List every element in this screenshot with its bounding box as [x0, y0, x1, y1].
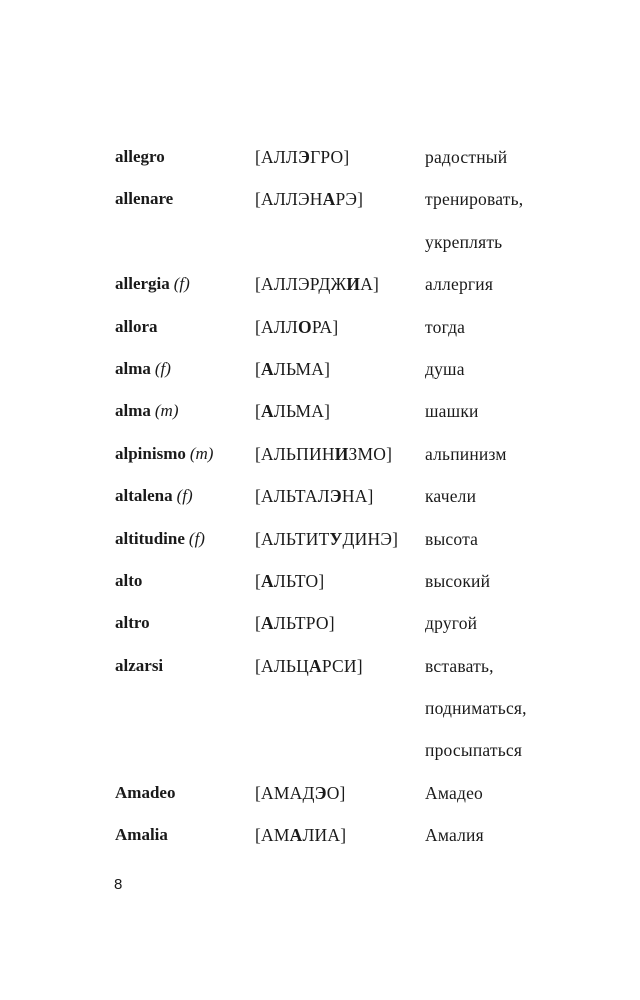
translation: вставать,: [425, 655, 494, 676]
stressed-letter: Э: [298, 147, 311, 167]
pronunciation: [255, 443, 392, 465]
translation: шашки: [425, 401, 479, 422]
word-text: allegro: [115, 147, 165, 166]
dictionary-entry: [115, 437, 555, 479]
pronunciation: [255, 485, 374, 507]
translation: качели: [425, 486, 477, 507]
word-text: altalena: [115, 486, 173, 506]
gender-marker: (f): [173, 274, 190, 294]
italian-word: [115, 316, 158, 338]
gender-marker: (f): [154, 358, 171, 378]
word-text: Amalia: [115, 825, 168, 845]
pronunciation: [255, 316, 338, 338]
pronunciation-part: [: [255, 613, 262, 634]
italian-word: [115, 612, 150, 634]
pronunciation-part: [: [255, 570, 262, 591]
word-text: allergia: [115, 274, 170, 294]
pronunciation-part: ЛЬТО]: [273, 570, 325, 591]
pronunciation-part: ЛЬМА]: [273, 401, 331, 422]
word-text: altro: [115, 613, 150, 633]
italian-word: [115, 528, 205, 550]
stressed-letter: Э: [314, 782, 327, 803]
translation: другой: [425, 613, 478, 634]
italian-word: [115, 570, 142, 592]
pronunciation: [255, 528, 398, 550]
word-text: alto: [115, 570, 143, 590]
dictionary-entry: [115, 649, 555, 691]
translation: тогда: [425, 316, 466, 337]
pronunciation-part: [АЛЛЭРДЖ: [255, 274, 347, 295]
word-text: alma: [115, 358, 151, 378]
pronunciation: [255, 570, 324, 592]
translation: радостный: [425, 147, 508, 167]
dictionary-entry: [115, 182, 555, 224]
pronunciation-part: [: [255, 358, 262, 379]
pronunciation-part: [АЛЛ: [255, 316, 299, 337]
dictionary-entry: [115, 479, 555, 521]
pronunciation: [255, 188, 363, 210]
stressed-letter: А: [261, 401, 274, 422]
pronunciation: [255, 612, 335, 634]
translation: тренировать,: [425, 189, 524, 210]
pronunciation-part: [АМАД: [255, 782, 315, 803]
gender-marker: (f): [176, 486, 193, 506]
pronunciation-part: ДИНЭ]: [342, 528, 399, 549]
italian-word: [115, 273, 190, 295]
pronunciation-part: [АЛЛЭН: [255, 189, 323, 210]
pronunciation-part: ГРО]: [310, 147, 350, 167]
dictionary-entry: [115, 225, 555, 267]
page-number: 8: [114, 876, 123, 893]
pronunciation-part: РА]: [311, 316, 339, 337]
dictionary-entry: [115, 733, 555, 775]
dictionary-entry: [115, 691, 555, 733]
pronunciation-part: РСИ]: [321, 655, 363, 676]
translation: Амалия: [425, 825, 484, 846]
italian-word: [115, 358, 171, 380]
pronunciation: [255, 400, 330, 422]
pronunciation-part: [АМ: [255, 825, 290, 846]
pronunciation: [255, 358, 330, 380]
stressed-letter: А: [261, 613, 274, 634]
translation: высокий: [425, 570, 491, 591]
pronunciation: [255, 824, 346, 846]
translation: альпинизм: [425, 443, 507, 464]
dictionary-entry: [115, 776, 555, 818]
italian-word: [115, 400, 179, 422]
italian-word: [115, 188, 173, 210]
italian-word: [115, 824, 168, 846]
gender-marker: (m): [154, 401, 179, 421]
stressed-letter: А: [289, 825, 303, 846]
stressed-letter: А: [261, 570, 274, 591]
stressed-letter: А: [261, 358, 274, 379]
word-text: alma: [115, 401, 151, 421]
pronunciation-part: [АЛЬПИН: [255, 443, 335, 464]
dictionary-entry: [115, 394, 555, 436]
pronunciation-part: ЛЬТРО]: [273, 613, 335, 634]
stressed-letter: У: [329, 528, 343, 549]
word-text: altitudine: [115, 528, 185, 548]
pronunciation-part: РЭ]: [335, 189, 364, 210]
gender-marker: (m): [189, 443, 214, 463]
italian-word: [115, 146, 165, 168]
italian-word: [115, 655, 163, 677]
italian-word: [115, 782, 175, 804]
italian-word: [115, 485, 193, 507]
dictionary-entry: [115, 818, 555, 860]
translation: высота: [425, 528, 479, 549]
stressed-letter: О: [298, 316, 312, 337]
italian-word: [115, 443, 213, 465]
translation: укреплять: [425, 231, 503, 252]
dictionary-entry: [115, 310, 555, 352]
pronunciation-part: О]: [326, 782, 346, 803]
pronunciation-part: ЛЬМА]: [273, 358, 331, 379]
pronunciation-part: [АЛЛ: [255, 147, 299, 167]
translation: подниматься,: [425, 698, 527, 719]
pronunciation-part: ЛИА]: [302, 825, 347, 846]
word-text: alzarsi: [115, 655, 164, 675]
translation: просыпаться: [425, 740, 523, 761]
pronunciation: [255, 273, 379, 295]
pronunciation: [255, 655, 363, 677]
stressed-letter: Э: [329, 486, 342, 507]
translation: Амадео: [425, 782, 483, 803]
stressed-letter: А: [322, 189, 336, 210]
pronunciation-part: [АЛЬТАЛ: [255, 486, 330, 507]
word-text: allora: [115, 316, 158, 336]
pronunciation-part: НА]: [341, 486, 374, 507]
dictionary-entry: [115, 606, 555, 648]
dictionary-list: [115, 140, 555, 861]
word-text: Amadeo: [115, 782, 176, 802]
dictionary-entry: [115, 267, 555, 309]
dictionary-entry: [115, 352, 555, 394]
stressed-letter: А: [309, 655, 322, 676]
pronunciation: [255, 782, 346, 804]
translation: душа: [425, 358, 465, 379]
pronunciation-part: [: [255, 401, 262, 422]
dictionary-entry: [115, 140, 555, 182]
gender-marker: (f): [188, 528, 205, 548]
word-text: allenare: [115, 189, 174, 209]
pronunciation-part: А]: [360, 274, 380, 295]
translation: аллергия: [425, 274, 494, 295]
dictionary-entry: [115, 564, 555, 606]
stressed-letter: И: [334, 443, 349, 464]
pronunciation-part: ЗМО]: [348, 443, 393, 464]
pronunciation-part: [АЛЬЦ: [255, 655, 310, 676]
dictionary-entry: [115, 522, 555, 564]
pronunciation-part: [АЛЬТИТ: [255, 528, 330, 549]
stressed-letter: И: [346, 274, 361, 295]
word-text: alpinismo: [115, 443, 186, 463]
pronunciation: [255, 146, 349, 168]
